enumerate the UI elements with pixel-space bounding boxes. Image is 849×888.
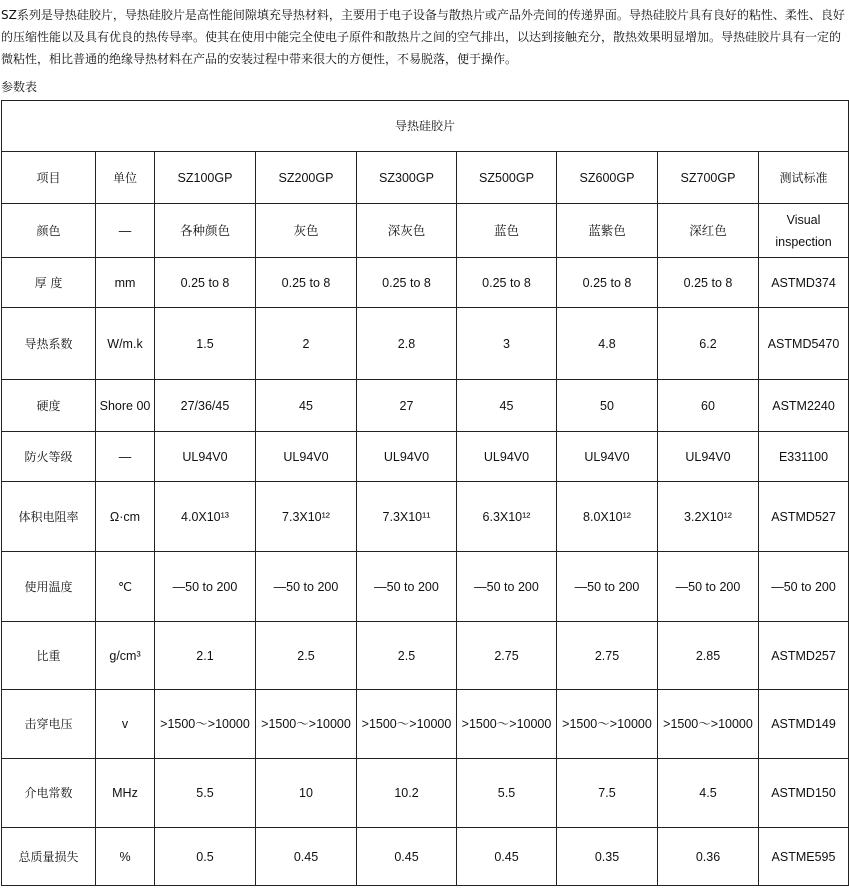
intro-paragraph: SZ系列是导热硅胶片，导热硅胶片是高性能间隙填充导热材料，主要用于电子设备与散热片或产品外壳间的传递界面。导热硅胶片具有良好的粘性、柔性、良好的压缩性能以及具有优良的热传导率。使其在使用中能完全使电子原件和散热片之间的空气排出，以达到接触充分，散热效果明显增加。导热硅胶片具有一定的微粘性，相比普通的绝缘导热材料在产品的安装过程中带来很大的方便性，不易脱落，便于操作。 bbox=[1, 8, 845, 66]
table-cell: 2.8 bbox=[357, 308, 457, 380]
table-cell: ASTMD5470 bbox=[759, 308, 849, 380]
table-cell: —50 to 200 bbox=[155, 552, 256, 622]
unit-cell: ℃ bbox=[96, 552, 155, 622]
table-cell: —50 to 200 bbox=[357, 552, 457, 622]
table-cell: >1500～>10000 bbox=[155, 690, 256, 759]
table-cell: >1500～>10000 bbox=[658, 690, 759, 759]
header-cell: 单位 bbox=[96, 152, 155, 204]
header-cell: SZ700GP bbox=[658, 152, 759, 204]
table-cell: 2.1 bbox=[155, 622, 256, 690]
table-cell: 50 bbox=[557, 380, 658, 432]
table-cell: 2.85 bbox=[658, 622, 759, 690]
table-cell: UL94V0 bbox=[658, 432, 759, 482]
row-label: 总质量损失 bbox=[2, 828, 96, 886]
table-row bbox=[2, 308, 849, 380]
table-cell: 0.25 to 8 bbox=[256, 258, 357, 308]
table-row bbox=[2, 759, 849, 828]
row-label: 介电常数 bbox=[2, 759, 96, 828]
header-cell: 项目 bbox=[2, 152, 96, 204]
table-cell: 各种颜色 bbox=[155, 204, 256, 258]
unit-cell: — bbox=[96, 432, 155, 482]
table-cell: Visual inspection bbox=[759, 204, 849, 258]
table-cell: 0.25 to 8 bbox=[457, 258, 557, 308]
table-cell: 60 bbox=[658, 380, 759, 432]
table-cell: 0.5 bbox=[155, 828, 256, 886]
table-cell: —50 to 200 bbox=[658, 552, 759, 622]
table-cell: 10 bbox=[256, 759, 357, 828]
table-cell: UL94V0 bbox=[256, 432, 357, 482]
table-cell: 蓝紫色 bbox=[557, 204, 658, 258]
table-cell: 2.5 bbox=[256, 622, 357, 690]
table-row bbox=[2, 828, 849, 886]
unit-cell: W/m.k bbox=[96, 308, 155, 380]
table-cell: —50 to 200 bbox=[557, 552, 658, 622]
row-label: 体积电阻率 bbox=[2, 482, 96, 552]
table-cell: 10.2 bbox=[357, 759, 457, 828]
table-title-row bbox=[2, 101, 849, 152]
table-cell: ASTME595 bbox=[759, 828, 849, 886]
table-cell: >1500～>10000 bbox=[557, 690, 658, 759]
unit-cell: g/cm³ bbox=[96, 622, 155, 690]
table-cell: UL94V0 bbox=[557, 432, 658, 482]
table-title: 导热硅胶片 bbox=[2, 101, 849, 152]
table-cell: 7.3X10¹¹ bbox=[357, 482, 457, 552]
table-cell: 4.0X10¹³ bbox=[155, 482, 256, 552]
row-label: 厚 度 bbox=[2, 258, 96, 308]
table-cell: UL94V0 bbox=[357, 432, 457, 482]
table-cell: 0.45 bbox=[457, 828, 557, 886]
table-caption: 参数表 bbox=[1, 80, 38, 94]
header-cell: SZ300GP bbox=[357, 152, 457, 204]
table-cell: UL94V0 bbox=[155, 432, 256, 482]
unit-cell: MHz bbox=[96, 759, 155, 828]
table-cell: 5.5 bbox=[155, 759, 256, 828]
table-cell: 7.5 bbox=[557, 759, 658, 828]
table-cell: 3 bbox=[457, 308, 557, 380]
unit-cell: % bbox=[96, 828, 155, 886]
row-label: 使用温度 bbox=[2, 552, 96, 622]
table-cell: ASTM2240 bbox=[759, 380, 849, 432]
table-cell: 蓝色 bbox=[457, 204, 557, 258]
unit-cell: Ω·cm bbox=[96, 482, 155, 552]
row-label: 颜色 bbox=[2, 204, 96, 258]
table-row bbox=[2, 690, 849, 759]
table-cell: 4.5 bbox=[658, 759, 759, 828]
table-cell: 灰色 bbox=[256, 204, 357, 258]
table-cell: 0.25 to 8 bbox=[658, 258, 759, 308]
table-cell: 7.3X10¹² bbox=[256, 482, 357, 552]
table-cell: 45 bbox=[457, 380, 557, 432]
table-cell: 深灰色 bbox=[357, 204, 457, 258]
row-label: 硬度 bbox=[2, 380, 96, 432]
table-cell: 45 bbox=[256, 380, 357, 432]
table-cell: —50 to 200 bbox=[457, 552, 557, 622]
table-row bbox=[2, 432, 849, 482]
table-cell: 1.5 bbox=[155, 308, 256, 380]
header-cell: 测试标准 bbox=[759, 152, 849, 204]
table-cell: 深红色 bbox=[658, 204, 759, 258]
table-cell: 2.5 bbox=[357, 622, 457, 690]
table-cell: 0.25 to 8 bbox=[557, 258, 658, 308]
table-header-row bbox=[2, 152, 849, 204]
table-cell: —50 to 200 bbox=[759, 552, 849, 622]
table-cell: >1500～>10000 bbox=[256, 690, 357, 759]
header-cell: SZ600GP bbox=[557, 152, 658, 204]
table-cell: 0.45 bbox=[256, 828, 357, 886]
table-cell: 2 bbox=[256, 308, 357, 380]
table-cell: ASTMD150 bbox=[759, 759, 849, 828]
header-cell: SZ500GP bbox=[457, 152, 557, 204]
table-cell: UL94V0 bbox=[457, 432, 557, 482]
header-cell: SZ100GP bbox=[155, 152, 256, 204]
table-cell: ASTMD257 bbox=[759, 622, 849, 690]
table-cell: E331100 bbox=[759, 432, 849, 482]
table-row bbox=[2, 552, 849, 622]
table-cell: 2.75 bbox=[457, 622, 557, 690]
table-cell: 4.8 bbox=[557, 308, 658, 380]
row-label: 击穿电压 bbox=[2, 690, 96, 759]
unit-cell: Shore 00 bbox=[96, 380, 155, 432]
table-cell: —50 to 200 bbox=[256, 552, 357, 622]
parameter-table bbox=[1, 100, 849, 886]
header-cell: SZ200GP bbox=[256, 152, 357, 204]
row-label: 导热系数 bbox=[2, 308, 96, 380]
table-cell: ASTMD374 bbox=[759, 258, 849, 308]
table-cell: >1500～>10000 bbox=[457, 690, 557, 759]
table-cell: 3.2X10¹² bbox=[658, 482, 759, 552]
row-label: 比重 bbox=[2, 622, 96, 690]
table-row bbox=[2, 482, 849, 552]
table-cell: >1500～>10000 bbox=[357, 690, 457, 759]
table-cell: ASTMD527 bbox=[759, 482, 849, 552]
table-cell: ASTMD149 bbox=[759, 690, 849, 759]
table-cell: 0.25 to 8 bbox=[155, 258, 256, 308]
table-cell: 0.45 bbox=[357, 828, 457, 886]
row-label: 防火等级 bbox=[2, 432, 96, 482]
table-cell: 0.35 bbox=[557, 828, 658, 886]
unit-cell: — bbox=[96, 204, 155, 258]
table-cell: 8.0X10¹² bbox=[557, 482, 658, 552]
table-row bbox=[2, 380, 849, 432]
table-cell: 27 bbox=[357, 380, 457, 432]
table-cell: 27/36/45 bbox=[155, 380, 256, 432]
table-row bbox=[2, 258, 849, 308]
table-cell: 0.36 bbox=[658, 828, 759, 886]
table-cell: 6.2 bbox=[658, 308, 759, 380]
table-cell: 5.5 bbox=[457, 759, 557, 828]
unit-cell: mm bbox=[96, 258, 155, 308]
table-row bbox=[2, 622, 849, 690]
unit-cell: v bbox=[96, 690, 155, 759]
table-cell: 6.3X10¹² bbox=[457, 482, 557, 552]
table-cell: 0.25 to 8 bbox=[357, 258, 457, 308]
table-row bbox=[2, 204, 849, 258]
table-cell: 2.75 bbox=[557, 622, 658, 690]
